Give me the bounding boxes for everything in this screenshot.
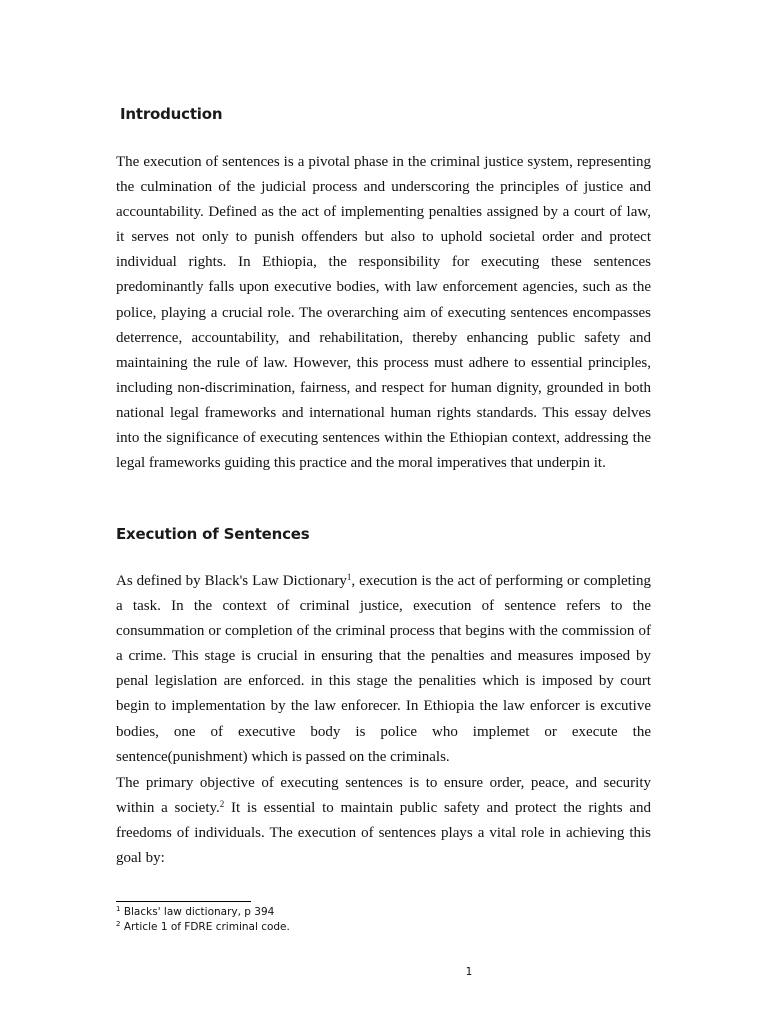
footnote-reference-2[interactable]: 2	[219, 799, 225, 810]
footnote-separator	[116, 901, 251, 902]
footnote-reference-1[interactable]: 1	[346, 572, 352, 582]
execution-paragraph-1	[116, 569, 651, 770]
footnote-text: Blacks' law dictionary, p 394	[123, 906, 275, 918]
footnote-number: 1	[116, 905, 121, 913]
execution-paragraph-2	[116, 771, 651, 871]
section-heading-execution: Execution of Sentences	[116, 525, 310, 543]
paragraph-text: The primary objective of executing sentences is to ensure order, peace, and security within a society.	[116, 775, 651, 817]
introduction-paragraph: The execution of sentences is a pivotal phase in the criminal justice system, representing the culmination of the judicial process and underscoring the principles of justice and accountability. Defined as the act of implementing penalties assigned by a court of law, it serves not only to punish offenders but also to uphold societal order and protect individual rights. In Ethiopia, the responsibility for executing these sentences predominantly falls upon executive bodies, with law enforcement agencies, such as the police, playing a crucial role. The overarching aim of executing sentences encompasses deterrence, accountability, and rehabilitation, thereby enhancing public safety and maintaining the rule of law. However, this process must adhere to essential principles, including non-discrimination, fairness, and respect for human dignity, grounded in both national legal frameworks and international human rights standards. This essay delves into the significance of executing sentences within the Ethiopian context, addressing the legal frameworks guiding this practice and the moral imperatives that underpin it.	[116, 154, 651, 472]
page-number: 1	[465, 966, 473, 978]
paragraph-text: It is essential to maintain public safety and protect the rights and freedoms of individuals. The execution of sentences plays a vital role in achieving this goal by:	[116, 800, 651, 867]
footnote-text: Article 1 of FDRE criminal code.	[123, 921, 290, 933]
footnote-1	[116, 906, 274, 918]
paragraph-text: , execution is the act of performing or completing a task. In the context of criminal justice, execution of sentence refers to the consummation or completion of the criminal process that begins with the commission of a crime. This stage is crucial in ensuring that the penalties and measures imposed by penal legislation are enforced. in this stage the penalities which is imposed by court begin to implementation by the law enforecer. In Ethiopia the law enforcer is excutive bodies, one of executive body is police who implemet or execute the sentence(punishment) which is passed on the criminals.	[116, 573, 651, 765]
paragraph-text: As defined by Black's Law Dictionary	[116, 573, 347, 589]
section-heading-introduction: Introduction	[120, 105, 223, 123]
footnote-number: 2	[116, 920, 121, 928]
footnote-2	[116, 921, 290, 933]
